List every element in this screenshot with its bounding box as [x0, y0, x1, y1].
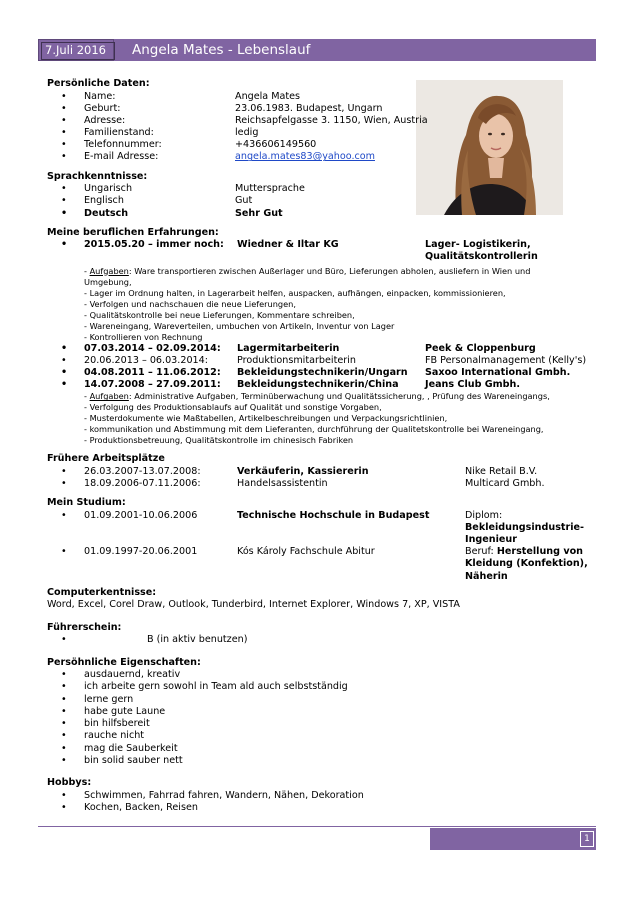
section-heading-traits: Persöhnliche Eigenschaften:: [47, 656, 201, 668]
section-heading-education: Mein Studium:: [47, 497, 126, 509]
job1-tasks: [47, 266, 607, 343]
task-line: - Aufgaben: Administrative Aufgaben, Terminüberwachung und Qualitätssicherung, , Prüfung des Wareneingangs,: [84, 391, 550, 402]
page-number: 1: [580, 831, 594, 847]
task-line: - Musterdokumente wie Maßtabellen, Artikelbeschreibungen und Verpackungsrichtlinien,: [84, 413, 448, 424]
job-row: • 14.07.2008 – 27.09.2011: Bekleidungstechnikerin/China Jeans Club Gmbh.: [61, 379, 521, 391]
task-line: - Produktionsbetreuung, Qualitätskontrolle im chinesisch Fabriken: [84, 435, 354, 446]
list-item: • mag die Sauberkeit: [47, 743, 607, 755]
license-row: • B (in aktiv benutzen): [61, 634, 248, 646]
list-item: • ich arbeite gern sowohl in Team ald auch selbstständig: [47, 681, 607, 693]
header-title: Angela Mates - Lebenslauf: [132, 42, 311, 58]
task-line: - Verfolgung des Produktionsablaufs auf Qualität und sonstige Vorgaben,: [84, 402, 382, 413]
job-row: • 07.03.2014 – 02.09.2014: Lagermitarbeiterin Peek & Cloppenburg: [61, 342, 536, 354]
personal-row: • E-mail Adresse: angela.mates83@yahoo.com: [61, 151, 375, 163]
list-item: • bin solid sauber nett: [47, 755, 607, 767]
section-heading-hobbys: Hobbys:: [47, 777, 92, 789]
task-line: - Wareneingang, Wareverteilen, umbuchen von Artikeln, Inventur von Lager: [84, 320, 395, 331]
education-row: • 01.09.2001-10.06.2006 Technische Hochschule in Budapest Diplom:: [61, 509, 503, 521]
job-row: • 20.06.2013 – 06.03.2014: Produktionsmitarbeiterin FB Personalmanagement (Kelly's): [61, 354, 587, 366]
cv-content: [47, 78, 607, 814]
education-row-continued: Bekleidungsindustrie-: [465, 521, 585, 533]
education-row: • 01.09.1997-20.06.2001 Kós Károly Fachschule Abitur Beruf: Herstellung von: [61, 546, 584, 558]
footer-bar: [430, 828, 596, 850]
earlier-row: • 18.09.2006-07.11.2006: Handelsassistentin Multicard Gmbh.: [61, 478, 545, 489]
job5-tasks: [47, 391, 607, 446]
language-row: • Englisch Gut: [61, 195, 253, 207]
list-item: • Schwimmen, Fahrrad fahren, Wandern, Nähen, Dekoration: [47, 790, 607, 802]
header-date-text: 7.Juli 2016: [45, 43, 106, 57]
task-line: - Kontrollieren von Rechnung: [84, 331, 203, 342]
list-item: • lerne gern: [47, 694, 607, 706]
footer-divider: [38, 826, 596, 827]
task-line: Umgebung,: [84, 276, 132, 287]
education-row-continued: Ingenieur: [465, 534, 517, 546]
personal-list: [47, 91, 607, 164]
job-row: • 2015.05.20 – immer noch: Wiedner & Iltar KG Lager- Logistikerin,: [61, 239, 531, 251]
list-item: • ausdauernd, kreativ: [47, 669, 607, 681]
email-link[interactable]: angela.mates83@yahoo.com: [235, 151, 375, 163]
job-row-continued: Qualitätskontrollerin: [425, 251, 538, 263]
education-row-continued: Näherin: [465, 570, 508, 582]
computer-skills: Word, Excel, Corel Draw, Outlook, Tunderbird, Internet Explorer, Windows 7, XP, VISTA: [47, 599, 460, 611]
hobbys-list: [47, 790, 607, 815]
section-heading-computer: Computerkentnisse:: [47, 586, 157, 598]
personal-row: • Name: Angela Mates: [61, 90, 301, 102]
personal-row: • Adresse: Reichsapfelgasse 3. 1150, Wien, Austria: [61, 114, 428, 126]
section-heading-earlier: Frühere Arbeitsplätze: [47, 453, 165, 465]
header-date-frame: [41, 42, 115, 60]
task-line: - Aufgaben: Ware transportieren zwischen Außerlager und Büro, Lieferungen abholen, ausliefern in Wien und: [84, 265, 531, 276]
list-item: • bin hilfsbereit: [47, 718, 607, 730]
header-date: [38, 39, 114, 61]
earlier-row: • 26.03.2007-13.07.2008: Verkäuferin, Kassiererin Nike Retail B.V.: [61, 465, 538, 477]
list-item: • Kochen, Backen, Reisen: [47, 802, 607, 814]
task-line: - Lager im Ordnung halten, in Lagerarbeit helfen, auspacken, aufhängen, einpacken, kommissionieren,: [84, 287, 506, 298]
section-heading-license: Führerschein:: [47, 621, 122, 633]
language-row: • Ungarisch Muttersprache: [61, 183, 305, 195]
task-line: - kommunikation und Abstimmung mit dem Lieferanten, durchführung der Qualitetskontrolle bei Wareneingang,: [84, 424, 544, 435]
task-line: - Qualitätskontrolle bei neue Lieferungen, Kommentare schreiben,: [84, 309, 355, 320]
section-heading-languages: Sprachkenntnisse:: [47, 170, 148, 182]
task-line: - Verfolgen und nachschauen die neue Lieferungen,: [84, 298, 296, 309]
list-item: • habe gute Laune: [47, 706, 607, 718]
traits-list: [47, 669, 607, 767]
job-row: • 04.08.2011 – 11.06.2012: Bekleidungstechnikerin/Ungarn Saxoo International Gmbh.: [61, 366, 571, 378]
personal-row: • Familienstand: ledig: [61, 127, 259, 139]
section-heading-experience: Meine beruflichen Erfahrungen:: [47, 226, 219, 238]
page-header: [38, 39, 596, 61]
personal-row: • Telefonnummer: +436606149560: [61, 139, 317, 151]
education-row-continued: Kleidung (Konfektion),: [465, 558, 588, 570]
personal-row: • Geburt: 23.06.1983. Budapest, Ungarn: [61, 102, 383, 114]
list-item: • rauche nicht: [47, 730, 607, 742]
language-row: • Deutsch Sehr Gut: [61, 207, 283, 219]
section-heading-personal: Persönliche Daten:: [47, 78, 150, 89]
